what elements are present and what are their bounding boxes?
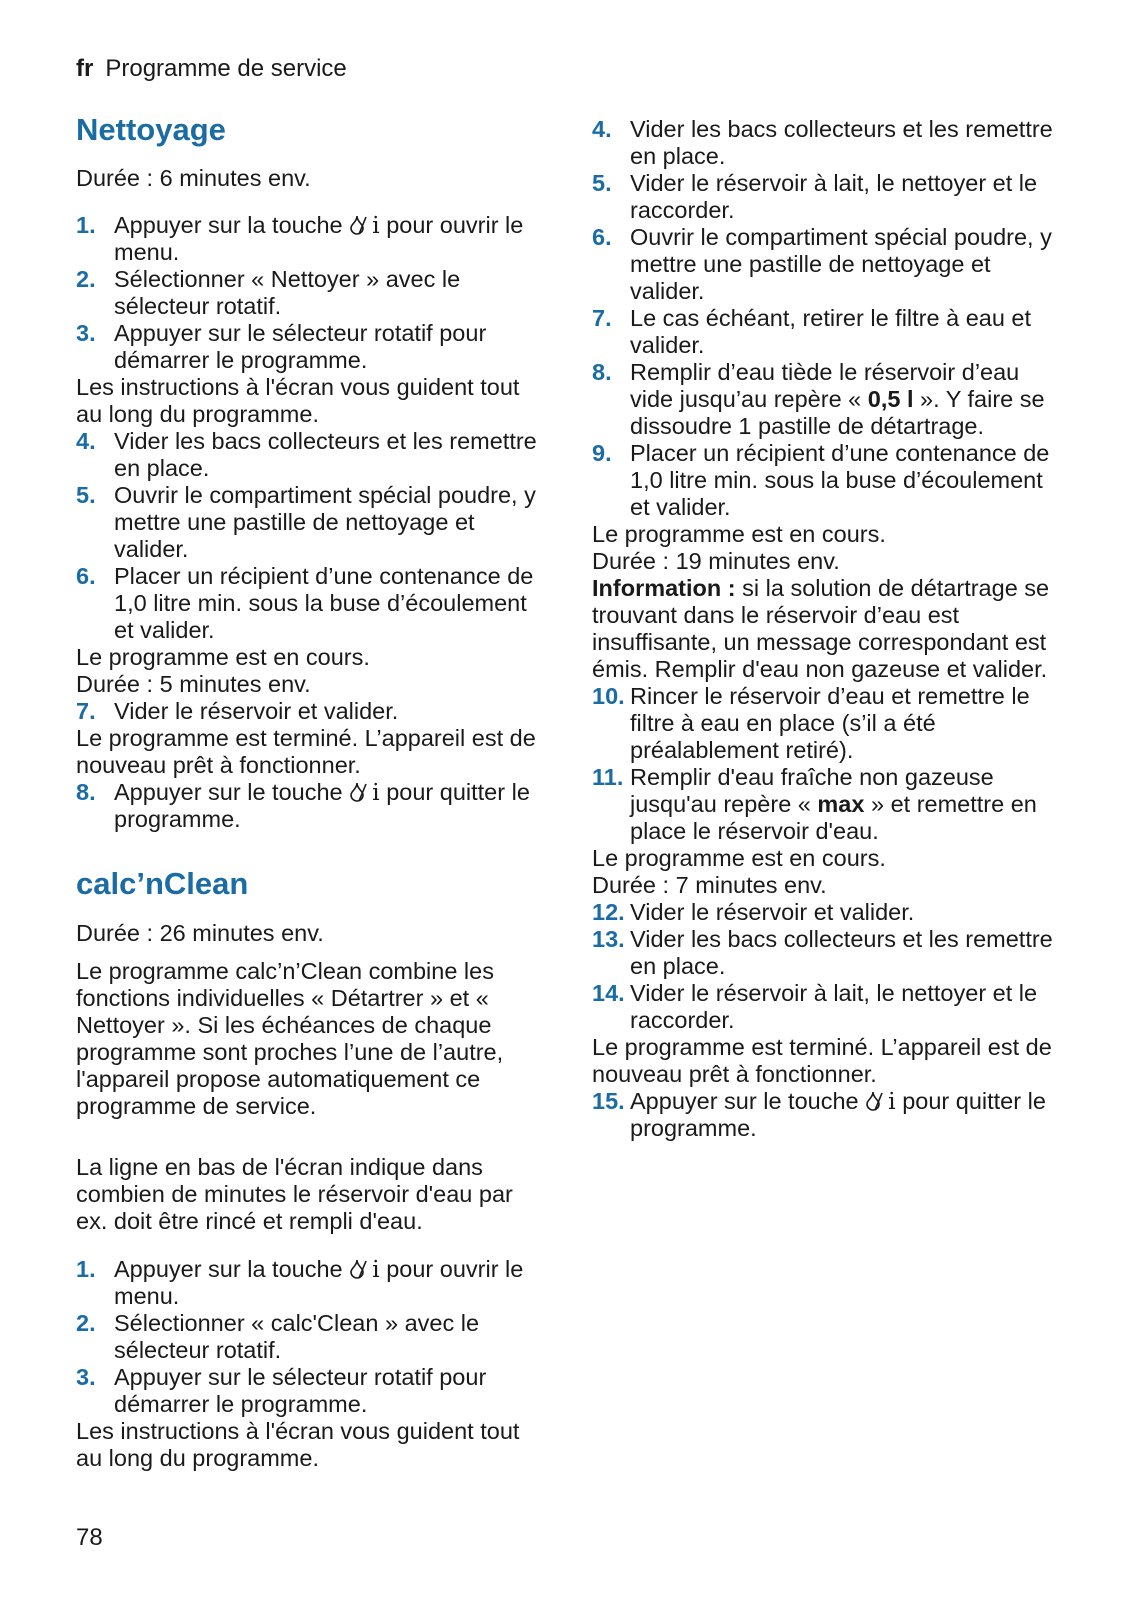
page-number: 78 — [76, 1524, 103, 1551]
paragraph: Les instructions à l'écran vous guident tout au long du programme. — [76, 1418, 520, 1471]
status-text: Le programme est en cours. — [592, 521, 886, 547]
list-item: 8. Appuyer sur le touche i pour quitter le programme. — [76, 778, 530, 832]
list-item: 13. Vider les bacs collecteurs et les remettre en place. — [592, 926, 1053, 979]
list-item: 2. Sélectionner « calc'Clean » avec le sélecteur rotatif. — [76, 1310, 480, 1363]
duration-text: Durée : 19 minutes env. — [592, 548, 840, 574]
list-item: 8. Remplir d’eau tiède le réservoir d’eau vide jusqu’au repère « 0,5 l ». Y faire se dissoudre 1 pastille de détartrage. — [592, 359, 1045, 439]
care-info-icon — [349, 1258, 371, 1280]
section-title: Programme de service — [105, 55, 347, 82]
paragraph: La ligne en bas de l'écran indique dans combien de minutes le réservoir d'eau par ex. doit être rincé et rempli d'eau. — [76, 1154, 513, 1234]
list-item: 1. Appuyer sur la touche i pour ouvrir le menu. — [76, 211, 524, 265]
list-item: 7. Le cas échéant, retirer le filtre à eau et valider. — [592, 305, 1032, 358]
calc-steps — [76, 1256, 546, 1472]
heading-calcnclean: calc’nClean — [76, 866, 249, 901]
list-item: 11. Remplir d'eau fraîche non gazeuse jusqu'au repère « max » et remettre en place le réservoir d'eau. — [592, 764, 1037, 844]
paragraph: Le programme calc’n’Clean combine les fonctions individuelles « Détartrer » et « Nettoyer ». Si les échéances de chaque programme sont proches l’une de l’autre, l'appareil propose automatiquement ce programme de service. — [76, 958, 504, 1119]
list-item: 7. Vider le réservoir et valider. — [76, 698, 399, 724]
duration-calc: Durée : 26 minutes env. — [76, 920, 324, 946]
calc-steps-continued — [592, 116, 1062, 1142]
nettoyage-steps — [76, 212, 546, 833]
care-info-icon — [865, 1090, 887, 1112]
status-text: Le programme est en cours. — [592, 845, 886, 871]
care-info-icon — [349, 214, 371, 236]
duration-text: Durée : 7 minutes env. — [592, 872, 827, 898]
list-item: 3. Appuyer sur le sélecteur rotatif pour démarrer le programme. — [76, 1364, 487, 1417]
paragraph: Les instructions à l'écran vous guident tout au long du programme. — [76, 374, 520, 427]
list-item: 6. Ouvrir le compartiment spécial poudre, y mettre une pastille de nettoyage et valider. — [592, 224, 1052, 304]
page-header — [76, 54, 347, 84]
list-item: 5. Vider le réservoir à lait, le nettoyer et le raccorder. — [592, 170, 1038, 223]
duration-nettoyage: Durée : 6 minutes env. — [76, 165, 311, 191]
list-item: 12. Vider le réservoir et valider. — [592, 899, 915, 925]
paragraph: Le programme est terminé. L’appareil est de nouveau prêt à fonctionner. — [592, 1034, 1052, 1087]
paragraph: Le programme est terminé. L’appareil est de nouveau prêt à fonctionner. — [76, 725, 536, 778]
list-item: 1. Appuyer sur la touche i pour ouvrir le menu. — [76, 1255, 524, 1309]
list-item: 5. Ouvrir le compartiment spécial poudre, y mettre une pastille de nettoyage et valider. — [76, 482, 536, 562]
list-item: 6. Placer un récipient d’une contenance de 1,0 litre min. sous la buse d’écoulement et valider. — [76, 563, 534, 643]
list-item: 3. Appuyer sur le sélecteur rotatif pour démarrer le programme. — [76, 320, 487, 373]
list-item: 4. Vider les bacs collecteurs et les remettre en place. — [592, 116, 1053, 169]
heading-nettoyage: Nettoyage — [76, 112, 226, 147]
list-item: 14. Vider le réservoir à lait, le nettoyer et le raccorder. — [592, 980, 1038, 1033]
duration-text: Durée : 5 minutes env. — [76, 671, 311, 697]
care-info-icon — [349, 781, 371, 803]
list-item: 9. Placer un récipient d’une contenance de 1,0 litre min. sous la buse d’écoulement et valider. — [592, 440, 1050, 520]
language-code: fr — [76, 55, 94, 82]
information-note: Information : si la solution de détartrage se trouvant dans le réservoir d’eau est insuffisante, un message correspondant est émis. Remplir d'eau non gazeuse et valider. — [592, 575, 1050, 682]
list-item: 10. Rincer le réservoir d’eau et remettre le filtre à eau en place (s’il a été préalablement retiré). — [592, 683, 1030, 763]
status-text: Le programme est en cours. — [76, 644, 370, 670]
list-item: 4. Vider les bacs collecteurs et les remettre en place. — [76, 428, 537, 481]
list-item: 2. Sélectionner « Nettoyer » avec le sélecteur rotatif. — [76, 266, 461, 319]
list-item: 15. Appuyer sur le touche i pour quitter le programme. — [592, 1087, 1046, 1141]
